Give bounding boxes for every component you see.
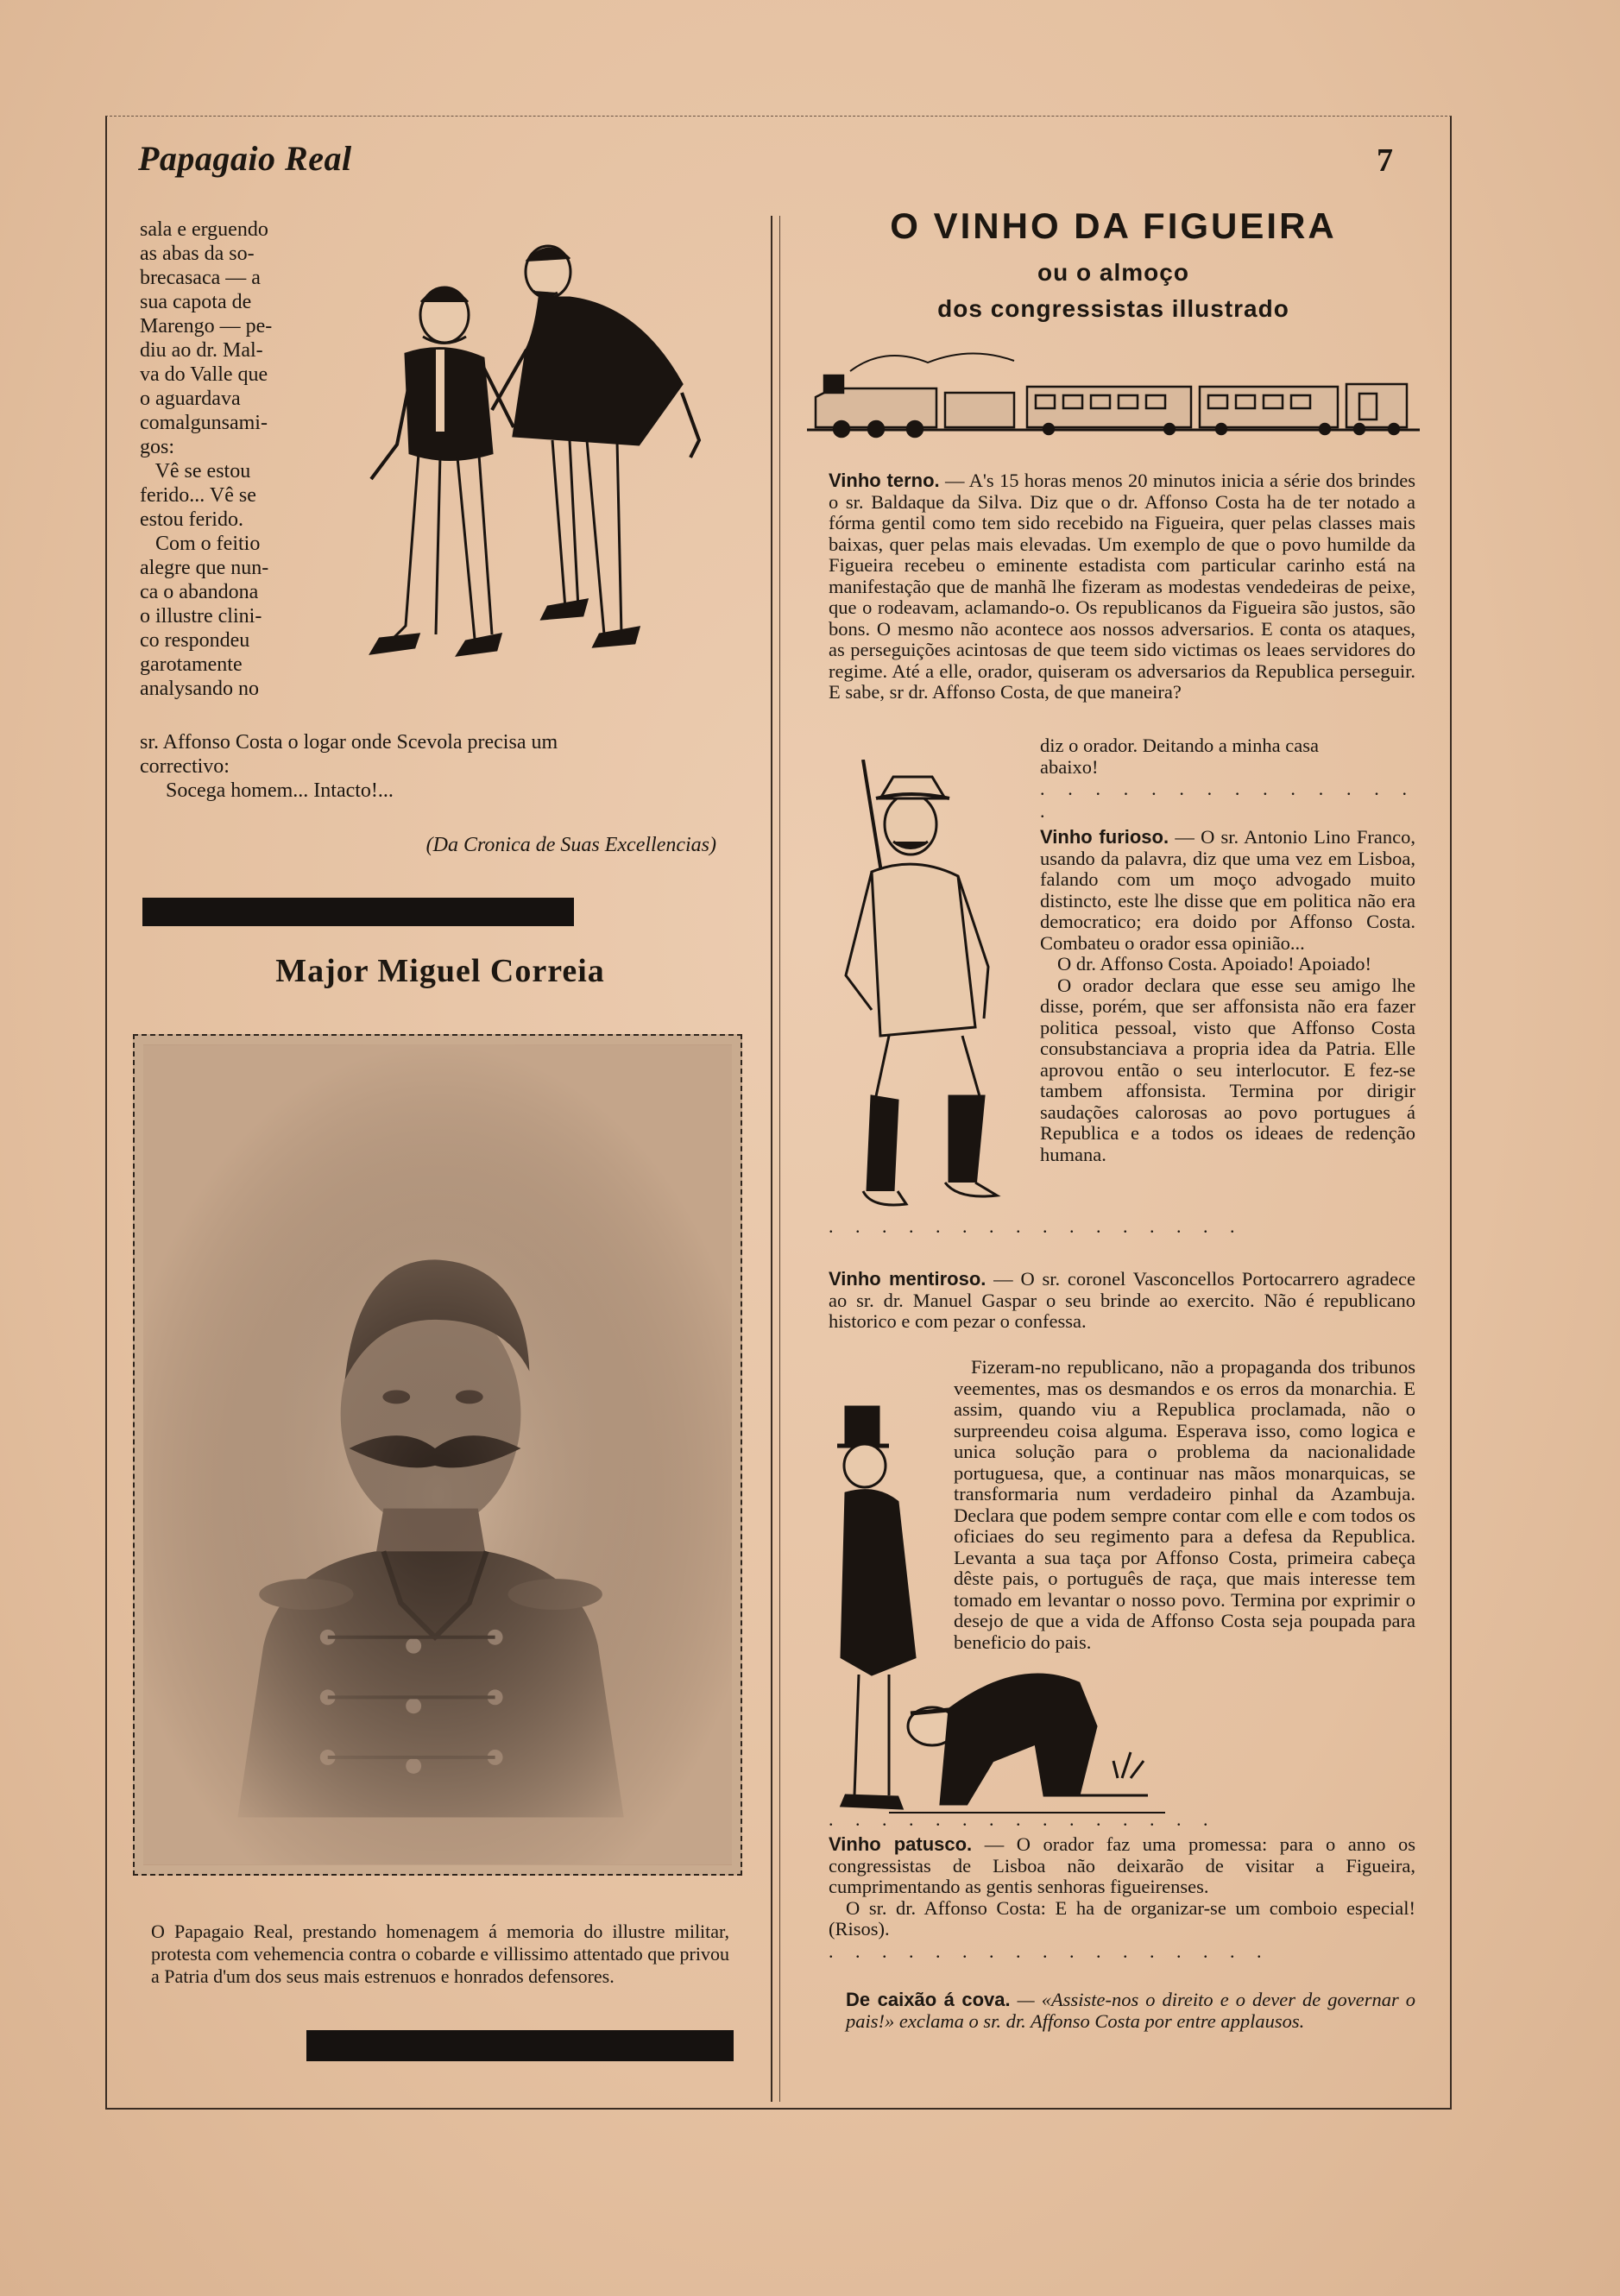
section-lead: Vinho patusco.: [829, 1833, 973, 1855]
ellipsis-divider: . . . . . . . . . . . . . . . .: [829, 1215, 1244, 1237]
section-body: — O sr. coronel Vasconcellos Portocarrero agradece ao sr. dr. Manuel Gaspar o seu brinde ao exercito. Não é republicano historico e com pezar o confessa.: [829, 1268, 1416, 1332]
section-vinho-terno: [829, 470, 1415, 703]
text-line: estou ferido.: [140, 508, 243, 531]
section-line: O sr. dr. Affonso Costa: E ha de organizar-se um comboio especial! (Risos).: [829, 1896, 1415, 1940]
section-body: — O sr. Antonio Lino Franco, usando da palavra, diz que uma vez em Lisboa, falando com um moço advogado muito distincto, este lhe disse que em politica não era democratico; era doido por Affonso Costa. Combateu o orador essa opinião...: [1040, 826, 1415, 954]
black-divider-bar-bottom: [306, 2030, 734, 2061]
portrait-photo: [143, 1044, 732, 1865]
section-line: O dr. Affonso Costa. Apoiado! Apoiado!: [1057, 953, 1371, 975]
ellipsis-divider: . . . . . . . . . . . . . . .: [1040, 778, 1415, 822]
masthead: Papagaio Real: [138, 139, 352, 178]
text-line: sala e erguendo: [140, 218, 268, 241]
column-divider-inner: [779, 216, 780, 2102]
text-line: gos:: [140, 436, 175, 458]
text-line: va do Valle que: [140, 363, 268, 386]
black-divider-bar: [142, 898, 574, 926]
article-title: O VINHO DA FIGUEIRA: [890, 205, 1337, 246]
text-line: analysando no: [140, 678, 259, 700]
section-lead: Vinho terno.: [829, 470, 940, 491]
train-illustration: [807, 345, 1420, 440]
quote-line: Socega homem... Intacto!...: [166, 779, 394, 802]
text-line: garotamente: [140, 653, 243, 676]
text-line: alegre que nun-: [140, 557, 269, 579]
section-lead: De caixão á cova.: [846, 1989, 1011, 2010]
text-line: Vê se estou: [140, 460, 251, 483]
section-body: — «Assiste-nos o direito e o dever de governar o pais!» exclama o sr. dr. Affonso Costa por entre applausos.: [846, 1989, 1416, 2032]
text-line: abaixo!: [1040, 755, 1099, 778]
text-line: o illustre clini-: [140, 605, 262, 628]
text-line: as abas da so-: [140, 243, 255, 265]
intro-narrow-text: [140, 218, 317, 701]
text-line: o aguardava: [140, 388, 241, 410]
section-lead: Vinho mentiroso.: [829, 1268, 986, 1290]
section-heading: Major Miguel Correia: [275, 953, 605, 989]
text-line: Com o feitio: [140, 533, 261, 555]
section-vinho-mentiroso: [829, 1269, 1415, 1333]
text-line: sr. Affonso Costa o logar onde Scevola precisa um: [140, 731, 558, 754]
section-body: — A's 15 horas menos 20 minutos inicia a série dos brindes o sr. Baldaque da Silva. Diz que o dr. Affonso Costa ha de ter notado a fórma gentil como tem sido recebido na Figueira, quer pelas classes mais baixas, quer pelas mais elevadas. Um exemplo de que o povo humilde da Figueira recebeu o eminente estadista com particular carinho está na manifestação que de manhã lhe fizeram as modestas vendedeiras de peixe, que o rodeavam, aclamando-o. Os republicanos da Figueira são justos, são bons. O mesmo não acontece aos nossos adversarios. E conta os ataques, as perseguições acintosas de que teem sido victimas os leaes servidores do regime. Até a elle, orador, quiseram os adversarios da Republica perseguir. E sabe, sr dr. Affonso Costa, de que maneira?: [829, 470, 1415, 703]
cartoon-two-men-illustration: [319, 229, 725, 695]
section-line: O orador declara que esse seu amigo lhe disse, porém, que ser affonsista não era fazer politica pessoal, visto que Affonso Costa consubstanciava a propria idea da Patria. Elle aprovou então o seu interlocutor. E fez-se tambem affonsista. Termina por dirigir saudações calorosas ao povo portugues á Republica e a todos os ideaes de redenção humana.: [1040, 974, 1415, 1165]
section-vinho-patusco: [829, 1834, 1415, 1963]
page-number: 7: [1377, 142, 1393, 179]
text-line: diz o orador. Deitando a minha casa: [1040, 735, 1320, 756]
text-line: ferido... Vê se: [140, 484, 256, 507]
continuation-text: [140, 730, 727, 803]
cartoon-man-with-cane: [811, 760, 1027, 1260]
portrait-photo-frame: [133, 1034, 742, 1876]
ellipsis-divider: . . . . . . . . . . . . . . . . .: [829, 1940, 1270, 1962]
text-line: correctivo:: [140, 755, 230, 778]
ellipsis-divider: . . . . . . . . . . . . . . .: [829, 1808, 1217, 1830]
article-subtitle-2: dos congressistas illustrado: [937, 295, 1289, 322]
section-lead: Vinho furioso.: [1040, 826, 1169, 848]
text-line: comalgunsami-: [140, 412, 268, 434]
article-subtitle-1: ou o almoço: [1037, 259, 1189, 286]
section-caixao-cova: [846, 1990, 1415, 2032]
column-divider: [771, 216, 772, 2102]
text-line: sua capota de: [140, 291, 252, 313]
text-line: co respondeu: [140, 629, 250, 652]
section-vinho-mentiroso-body: Fizeram-no republicano, não a propaganda dos tribunos veementes, mas os desmandos e os erros da monarchia. E assim, quando viu a Republica proclamada, não o surpreendeu coisa alguma. Esperava isso, como logica e unica solução para o problema da nacionalidade portuguesa, que, a continuar nas mãos monarquicas, se transformaria num verdadeiro pinhal da Azambuja. Declara que podem sempre contar com elle e com todos os oficiaes do seu regimento para a defesa da Republica. Levanta a sua taça por Affonso Costa, primeira cabeça dêste pais, o português de raça, que mais interesse tem tomado em levantar o nosso povo. Termina por exprimir o desejo de que a vida de Affonso Costa seja poupada para beneficio do pais.: [954, 1356, 1415, 1653]
text-line: diu ao dr. Mal-: [140, 339, 263, 362]
portrait-caption: O Papagaio Real, prestando homenagem á memoria do illustre militar, protesta com vehemencia contra o cobarde e villissimo attentado que privou a Patria d'um dos seus mais estrenuos e honrados defensores.: [151, 1921, 729, 1987]
text-line: Marengo — pe-: [140, 315, 273, 337]
section-body: — O orador faz uma promessa: para o anno os congressistas de Lisboa não deixarão de visitar a Figueira, cumprimentando as gentis senhoras figueirenses.: [829, 1833, 1415, 1897]
cartoon-top-hat-and-kneeling-man: [820, 1398, 1182, 1830]
section-vinho-terno-tail: [1040, 735, 1415, 823]
section-vinho-furioso: [1040, 827, 1415, 1165]
text-line: brecasaca — a: [140, 267, 261, 289]
text-line: ca o abandona: [140, 581, 259, 603]
source-credit: (Da Cronica de Suas Excellencias): [425, 834, 716, 856]
